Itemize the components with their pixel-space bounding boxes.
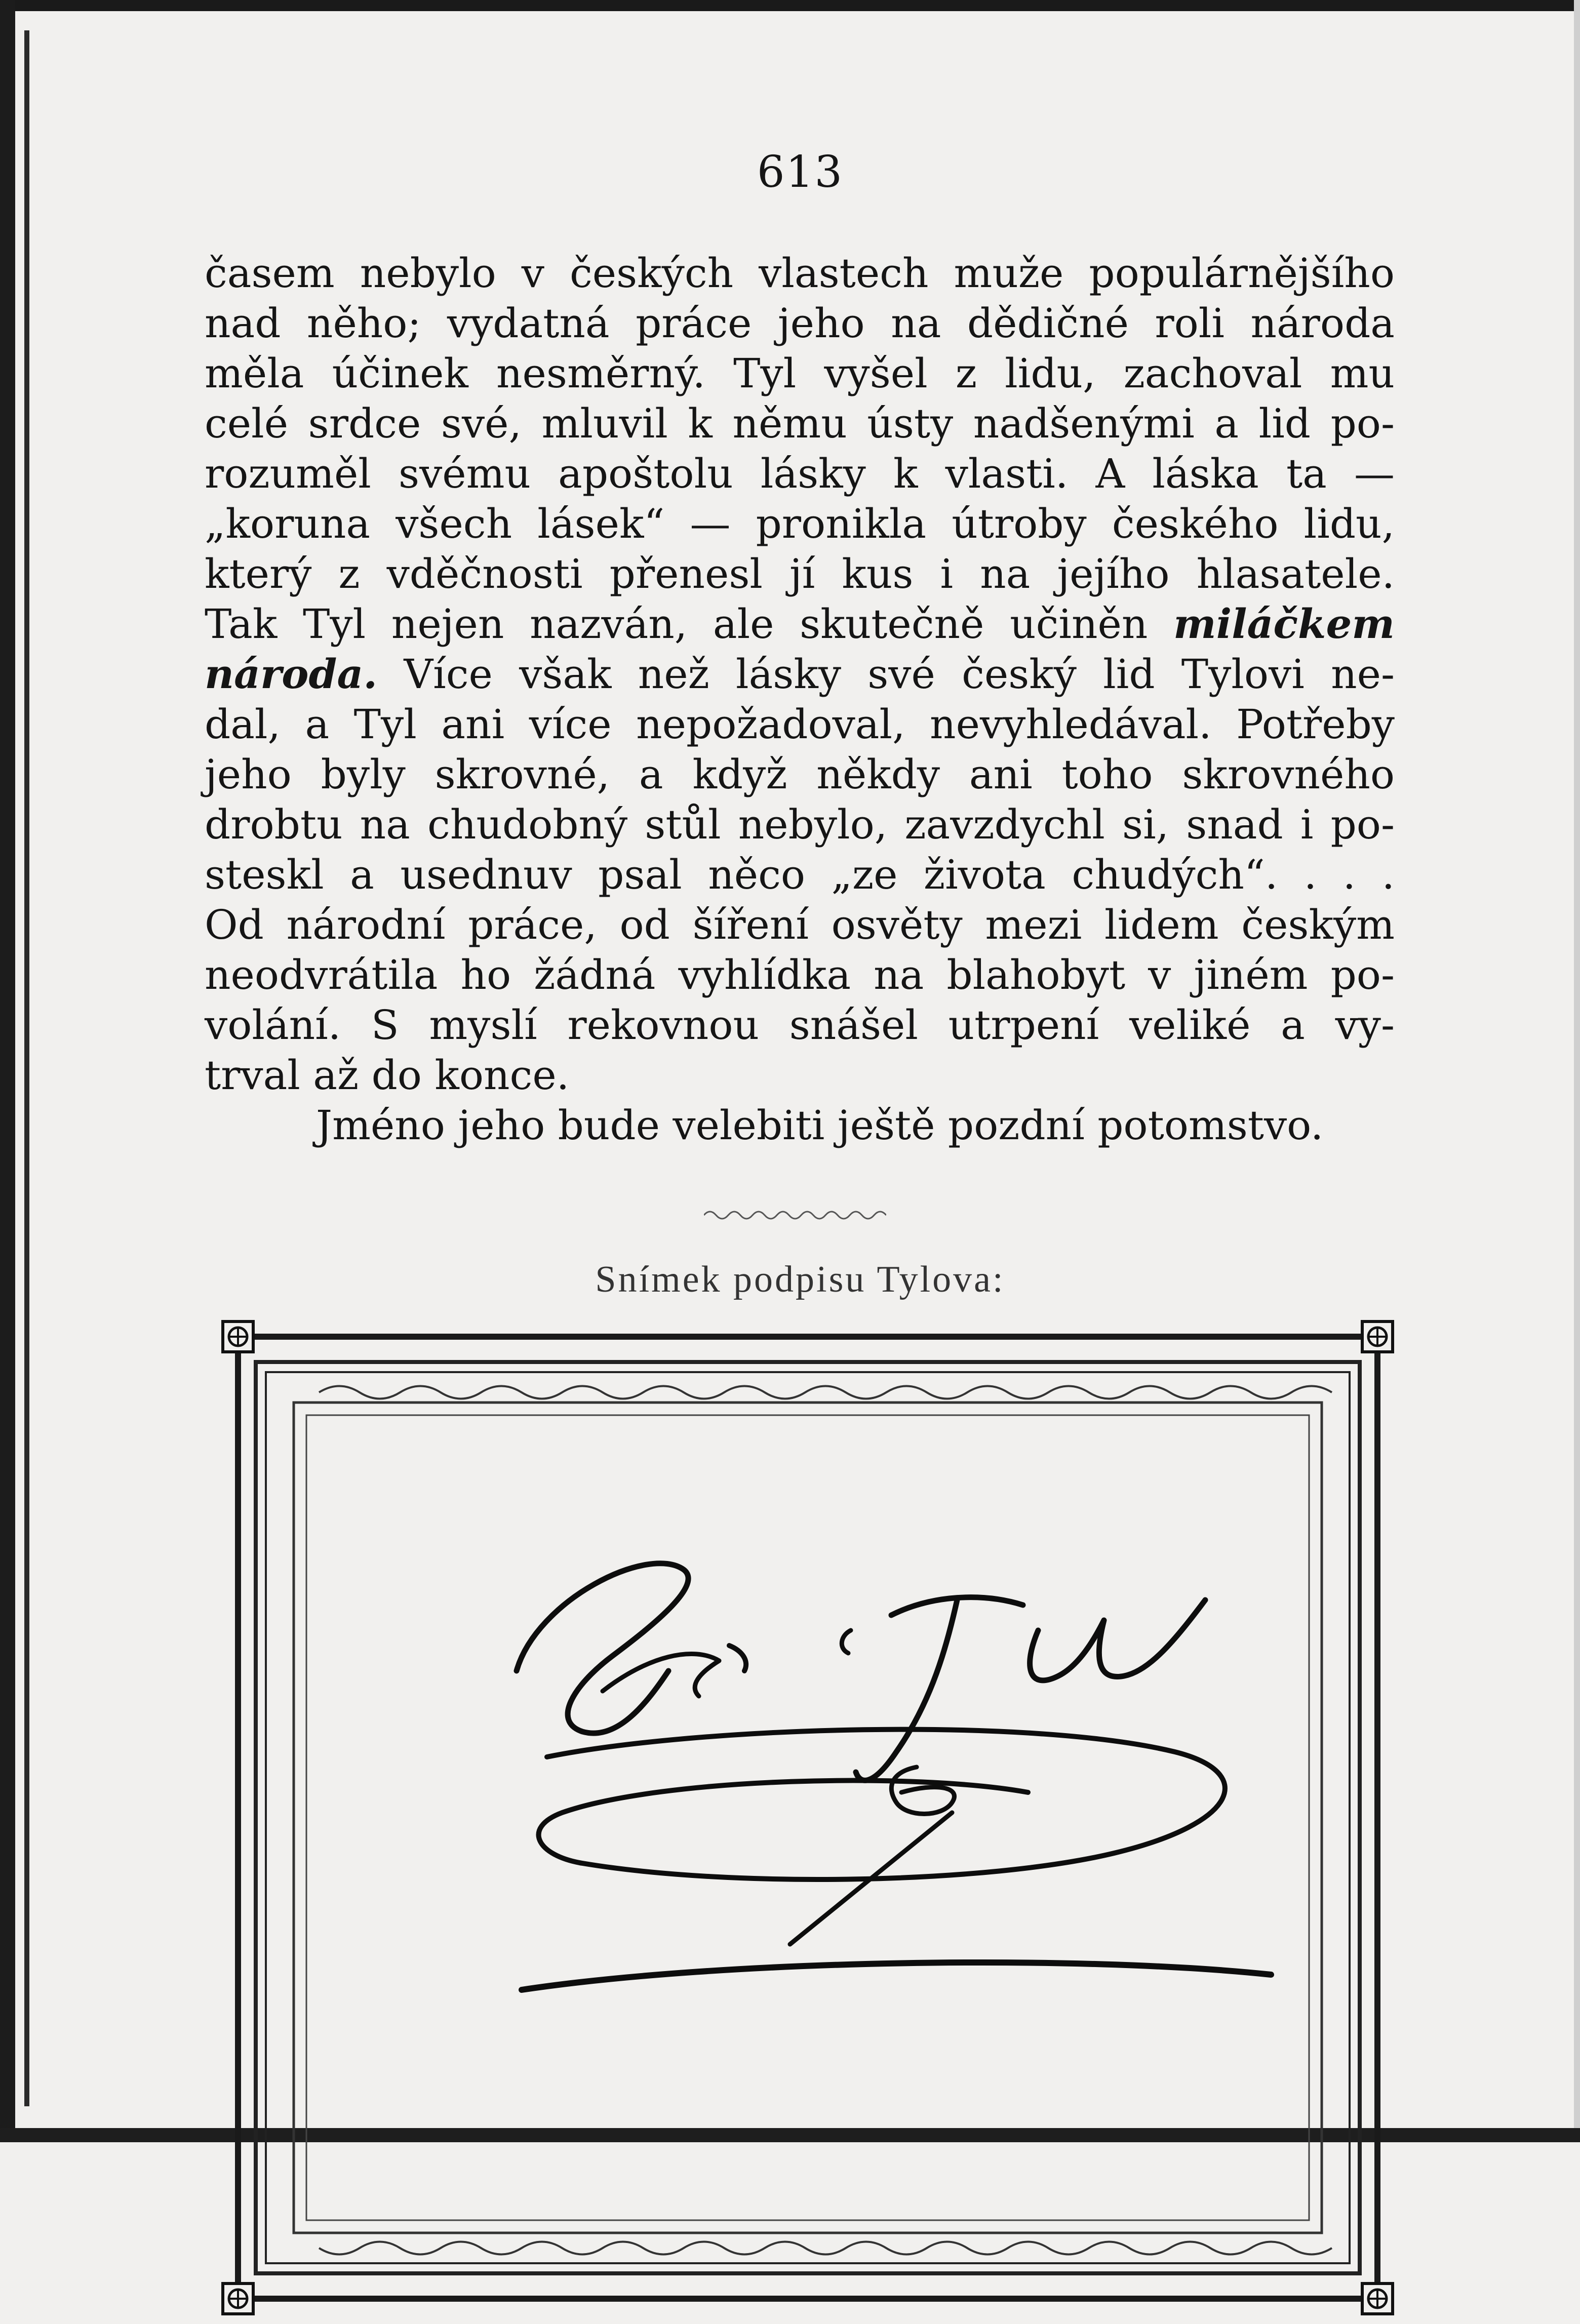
page-number: 613 <box>757 147 844 197</box>
text-line: neodvrátila ho žádná vyhlídka na blahobyt v jiném po- <box>205 951 1395 998</box>
corner-rosette-icon <box>1362 2283 1393 2314</box>
text-line: „koruna všech lásek“ — pronikla útroby českého lidu, <box>205 500 1395 547</box>
text-line-with-emphasis <box>205 649 1395 699</box>
divider-ornament <box>704 1205 886 1225</box>
body-paragraph <box>205 248 1395 1150</box>
text-segment: Tak Tyl nejen nazván, ale skutečně učiněn <box>205 600 1148 648</box>
scan-edge-top <box>0 0 1580 11</box>
scan-edge-right <box>1574 0 1580 2142</box>
text-line: celé srdce své, mluvil k němu ústy nadšenými a lid po- <box>205 400 1395 447</box>
text-line: trval až do konce. <box>205 1052 570 1099</box>
closing-line: Jméno jeho bude velebiti ještě pozdní potomstvo. <box>316 1102 1324 1149</box>
text-line: steskl a usednuv psal něco „ze života chudých“. . . . <box>205 851 1395 898</box>
text-line: dal, a Tyl ani více nepožadoval, nevyhledával. Potřeby <box>205 701 1395 748</box>
corner-rosette-icon <box>223 1321 253 1352</box>
text-line: který z vděčnosti přenesl jí kus i na jejího hlasatele. <box>205 550 1395 597</box>
text-line: časem nebylo v českých vlastech muže populárnějšího <box>205 250 1395 297</box>
scan-binding-line <box>24 30 29 2106</box>
signature-drawing <box>517 1564 1271 1990</box>
text-line: rozuměl svému apoštolu lásky k vlasti. A láska ta — <box>205 450 1395 497</box>
text-line-with-emphasis <box>205 599 1395 649</box>
text-line: volání. S myslí rekovnou snášel utrpení veliké a vy- <box>205 1001 1395 1049</box>
scan-edge-left <box>0 0 15 2142</box>
text-line: drobtu na chudobný stůl nebylo, zavzdychl si, snad i po- <box>205 801 1395 848</box>
signature-frame <box>218 1316 1398 2324</box>
emphasis-word: národa. <box>205 650 378 698</box>
border-scroll-bottom <box>319 2242 1332 2255</box>
text-line: nad něho; vydatná práce jeho na dědičné roli národa <box>205 300 1395 347</box>
text-segment: Více však než lásky své český lid Tylovi ne- <box>404 651 1395 698</box>
signature-caption: Snímek podpisu Tylova: <box>595 1259 1005 1300</box>
corner-rosette-icon <box>1362 1321 1393 1352</box>
text-line: Od národní práce, od šíření osvěty mezi lidem českým <box>205 901 1395 948</box>
emphasis-word: miláčkem <box>1173 600 1395 648</box>
text-line: měla účinek nesměrný. Tyl vyšel z lidu, zachoval mu <box>205 350 1395 397</box>
corner-rosette-icon <box>223 2283 253 2314</box>
border-scroll-top <box>319 1386 1332 1399</box>
text-line: jeho byly skrovné, a když někdy ani toho skrovného <box>205 751 1395 798</box>
